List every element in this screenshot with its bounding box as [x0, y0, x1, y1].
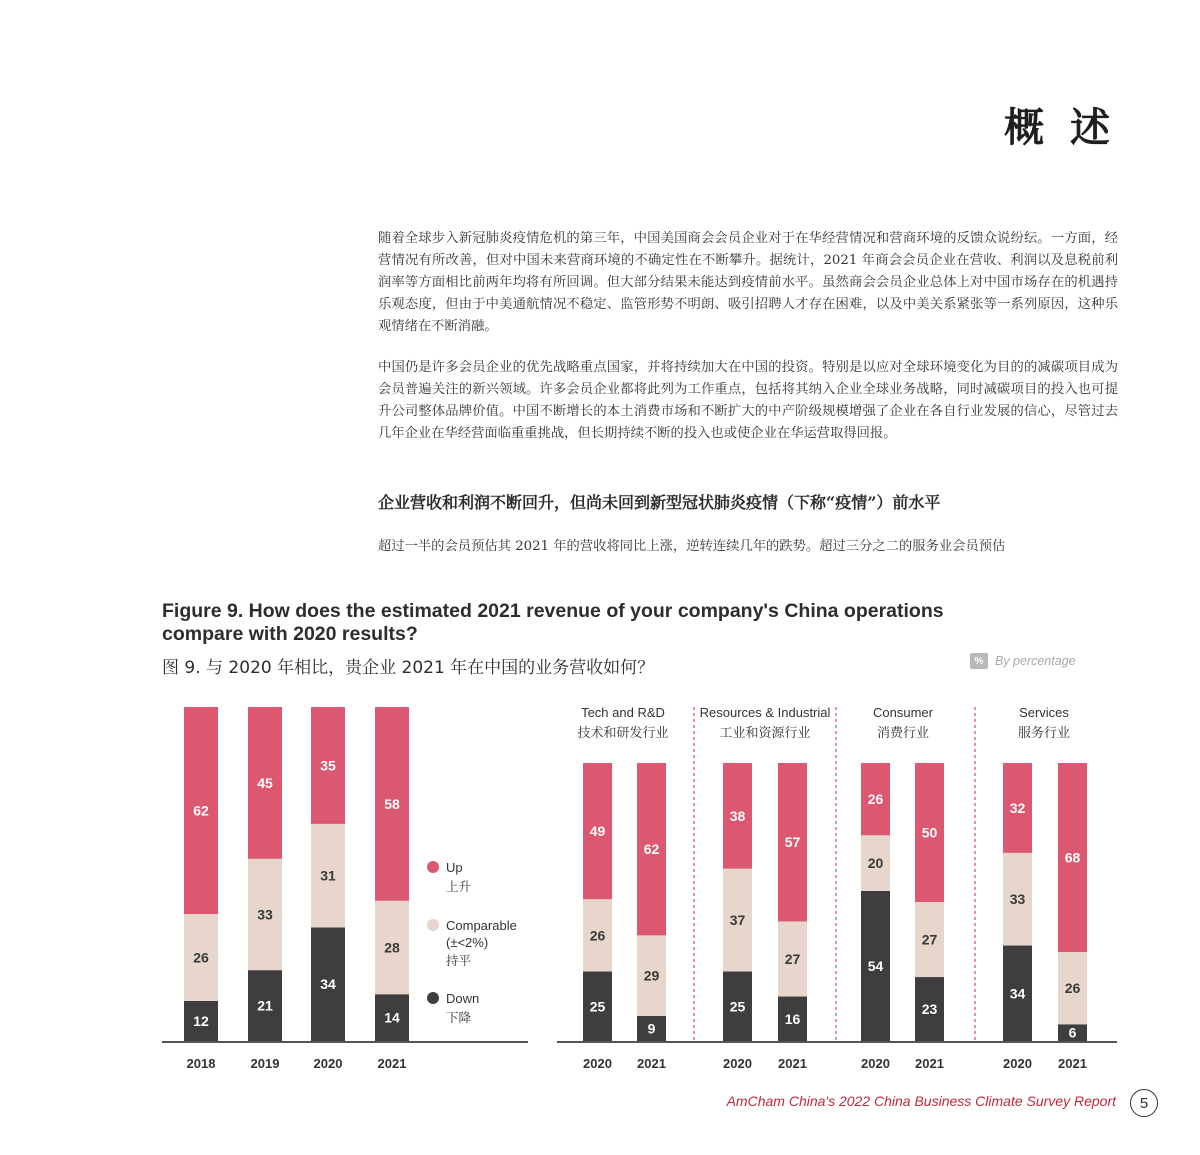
- industry-1-2020-label-comparable: 26: [589, 927, 606, 944]
- industry-4-2020-label-comparable: 33: [1009, 891, 1026, 908]
- overall-2021-label-comparable: 28: [384, 939, 400, 956]
- industry-1-2021-label-comparable: 29: [643, 967, 660, 984]
- industry-4-2020-label-up: 32: [1009, 799, 1026, 816]
- page-title: 概 述: [1004, 105, 1116, 151]
- legend-comparable-zh: 持平: [446, 953, 472, 968]
- industry-3-title-en: Consumer: [873, 705, 933, 720]
- industry-2-title-zh: 工业和资源行业: [719, 726, 811, 741]
- legend-comparable-range: (±<2%): [446, 935, 489, 950]
- industry-4-2021-label-comparable: 26: [1064, 980, 1081, 997]
- industry-1-xtick-2021: 2021: [637, 1056, 666, 1071]
- industry-4-xtick-2020: 2020: [1003, 1056, 1032, 1071]
- industry-2-title-en: Resources & Industrial: [699, 705, 831, 720]
- legend-down-zh: 下降: [446, 1010, 472, 1025]
- industry-3-2020-label-down: 54: [867, 957, 884, 974]
- overall-xtick-2020: 2020: [313, 1056, 343, 1071]
- body-paragraph-3: 超过一半的会员预估其 2021 年的营收将同比上涨，逆转连续几年的跌势。超过三分之二的服务业会员预估: [378, 539, 1006, 554]
- section-subheading: 企业营收和利润不断回升，但尚未回到新型冠状肺炎疫情（下称“疫情”）前水平: [378, 493, 941, 512]
- legend-up-zh: 上升: [446, 879, 472, 894]
- overall-2018-label-down: 12: [193, 1012, 209, 1029]
- overall-xtick-2021: 2021: [377, 1056, 407, 1071]
- industry-4-2021-label-down: 6: [1068, 1024, 1077, 1041]
- industry-4-title-zh: 服务行业: [1017, 726, 1071, 741]
- industry-1-2020-label-down: 25: [589, 998, 606, 1015]
- industry-4-title-en: Services: [1019, 705, 1069, 720]
- overall-2020-label-down: 34: [320, 976, 336, 993]
- industry-3-xtick-2020: 2020: [861, 1056, 890, 1071]
- percent-icon: %: [970, 653, 988, 669]
- overall-2019-label-up: 45: [257, 774, 273, 791]
- industry-2-2021-label-up: 57: [784, 834, 801, 851]
- industry-2-xtick-2020: 2020: [723, 1056, 752, 1071]
- industry-2-2020-label-down: 25: [729, 998, 746, 1015]
- legend-comparable-en: Comparable: [446, 918, 517, 933]
- industry-3-xtick-2021: 2021: [915, 1056, 944, 1071]
- legend-down-swatch: [427, 992, 439, 1004]
- industry-3-2020-label-up: 26: [867, 791, 884, 808]
- industry-4-2021-label-up: 68: [1064, 849, 1081, 866]
- industry-2-xtick-2021: 2021: [778, 1056, 807, 1071]
- overall-xtick-2018: 2018: [186, 1056, 216, 1071]
- body-paragraph-2: 中国仍是许多会员企业的优先战略重点国家，并将持续加大在中国的投资。特别是以应对全球环境变化为目的的减碳项目成为会员普遍关注的新兴领域。许多会员企业都将此列为工作重点，包括将其纳入企业全球业务战略，同时减碳项目的投入也可提升公司整体品牌价值。中国不断增长的本土消费市场和不断扩大的中产阶级规模增强了企业在各自行业发展的信心，尽管过去几年企业在华经营面临重重挑战，但长期持续不断的投入也或使企业在华运营取得回报。: [378, 360, 1118, 441]
- industry-1-2020-label-up: 49: [589, 823, 606, 840]
- overall-2021-label-down: 14: [384, 1009, 400, 1026]
- legend-comparable-swatch: [427, 919, 439, 931]
- industry-3-2021-label-comparable: 27: [921, 931, 938, 948]
- legend-up-swatch: [427, 861, 439, 873]
- overall-2019-label-comparable: 33: [257, 906, 273, 923]
- industry-2-2021-label-comparable: 27: [784, 950, 801, 967]
- industry-1-title-en: Tech and R&D: [581, 705, 665, 720]
- legend-up-en: Up: [446, 860, 463, 875]
- industry-2-2020-label-comparable: 37: [729, 912, 746, 929]
- industry-3-2021-label-up: 50: [921, 824, 938, 841]
- industry-1-xtick-2020: 2020: [583, 1056, 612, 1071]
- overall-2018-label-comparable: 26: [193, 949, 209, 966]
- legend-down-en: Down: [446, 991, 480, 1006]
- industry-1-2021-label-down: 9: [647, 1020, 656, 1037]
- footer-report-title: AmCham China's 2022 China Business Climate Survey Report: [726, 1093, 1116, 1109]
- overall-2018-label-up: 62: [193, 802, 209, 819]
- page-number: 5: [1130, 1089, 1158, 1117]
- figure-title-en: Figure 9. How does the estimated 2021 revenue of your company's China operations compare with 2020 results?: [162, 600, 944, 645]
- figure-title-zh: 图 9. 与 2020 年相比，贵企业 2021 年在中国的业务营收如何？: [162, 658, 655, 678]
- industry-1-2021-label-up: 62: [643, 841, 660, 858]
- overall-xtick-2019: 2019: [250, 1056, 280, 1071]
- body-paragraph-1: 随着全球步入新冠肺炎疫情危机的第三年，中国美国商会会员企业对于在华经营情况和营商环境的反馈众说纷纭。一方面，经营情况有所改善，但对中国未来营商环境的不确定性在不断攀升。据统计，2021 年商会会员企业在营收、利润以及息税前利润率等方面相比前两年均将有所回调。但大部分结果未能达到疫情前水平。虽然商会会员企业总体上对中国市场存在的机遇持乐观态度，但由于中美通航情况不稳定、监管形势不明朗、吸引招聘人才存在困难，以及中美关系紧张等一系列原因，这种乐观情绪在不断消融。: [378, 231, 1118, 334]
- industry-3-2021-label-down: 23: [921, 1001, 938, 1018]
- industry-4-2020-label-down: 34: [1009, 985, 1026, 1002]
- overall-2020-label-up: 35: [320, 757, 336, 774]
- overall-2020-label-comparable: 31: [320, 867, 336, 884]
- overall-2019-label-down: 21: [257, 997, 273, 1014]
- industry-2-2020-label-up: 38: [729, 807, 746, 824]
- overall-2021-label-up: 58: [384, 795, 400, 812]
- industry-4-xtick-2021: 2021: [1058, 1056, 1087, 1071]
- industry-3-title-zh: 消费行业: [876, 726, 930, 741]
- industry-3-2020-label-comparable: 20: [867, 855, 884, 872]
- industry-2-2021-label-down: 16: [784, 1010, 801, 1027]
- industry-1-title-zh: 技术和研发行业: [577, 726, 669, 741]
- by-percentage-text: By percentage: [995, 654, 1076, 668]
